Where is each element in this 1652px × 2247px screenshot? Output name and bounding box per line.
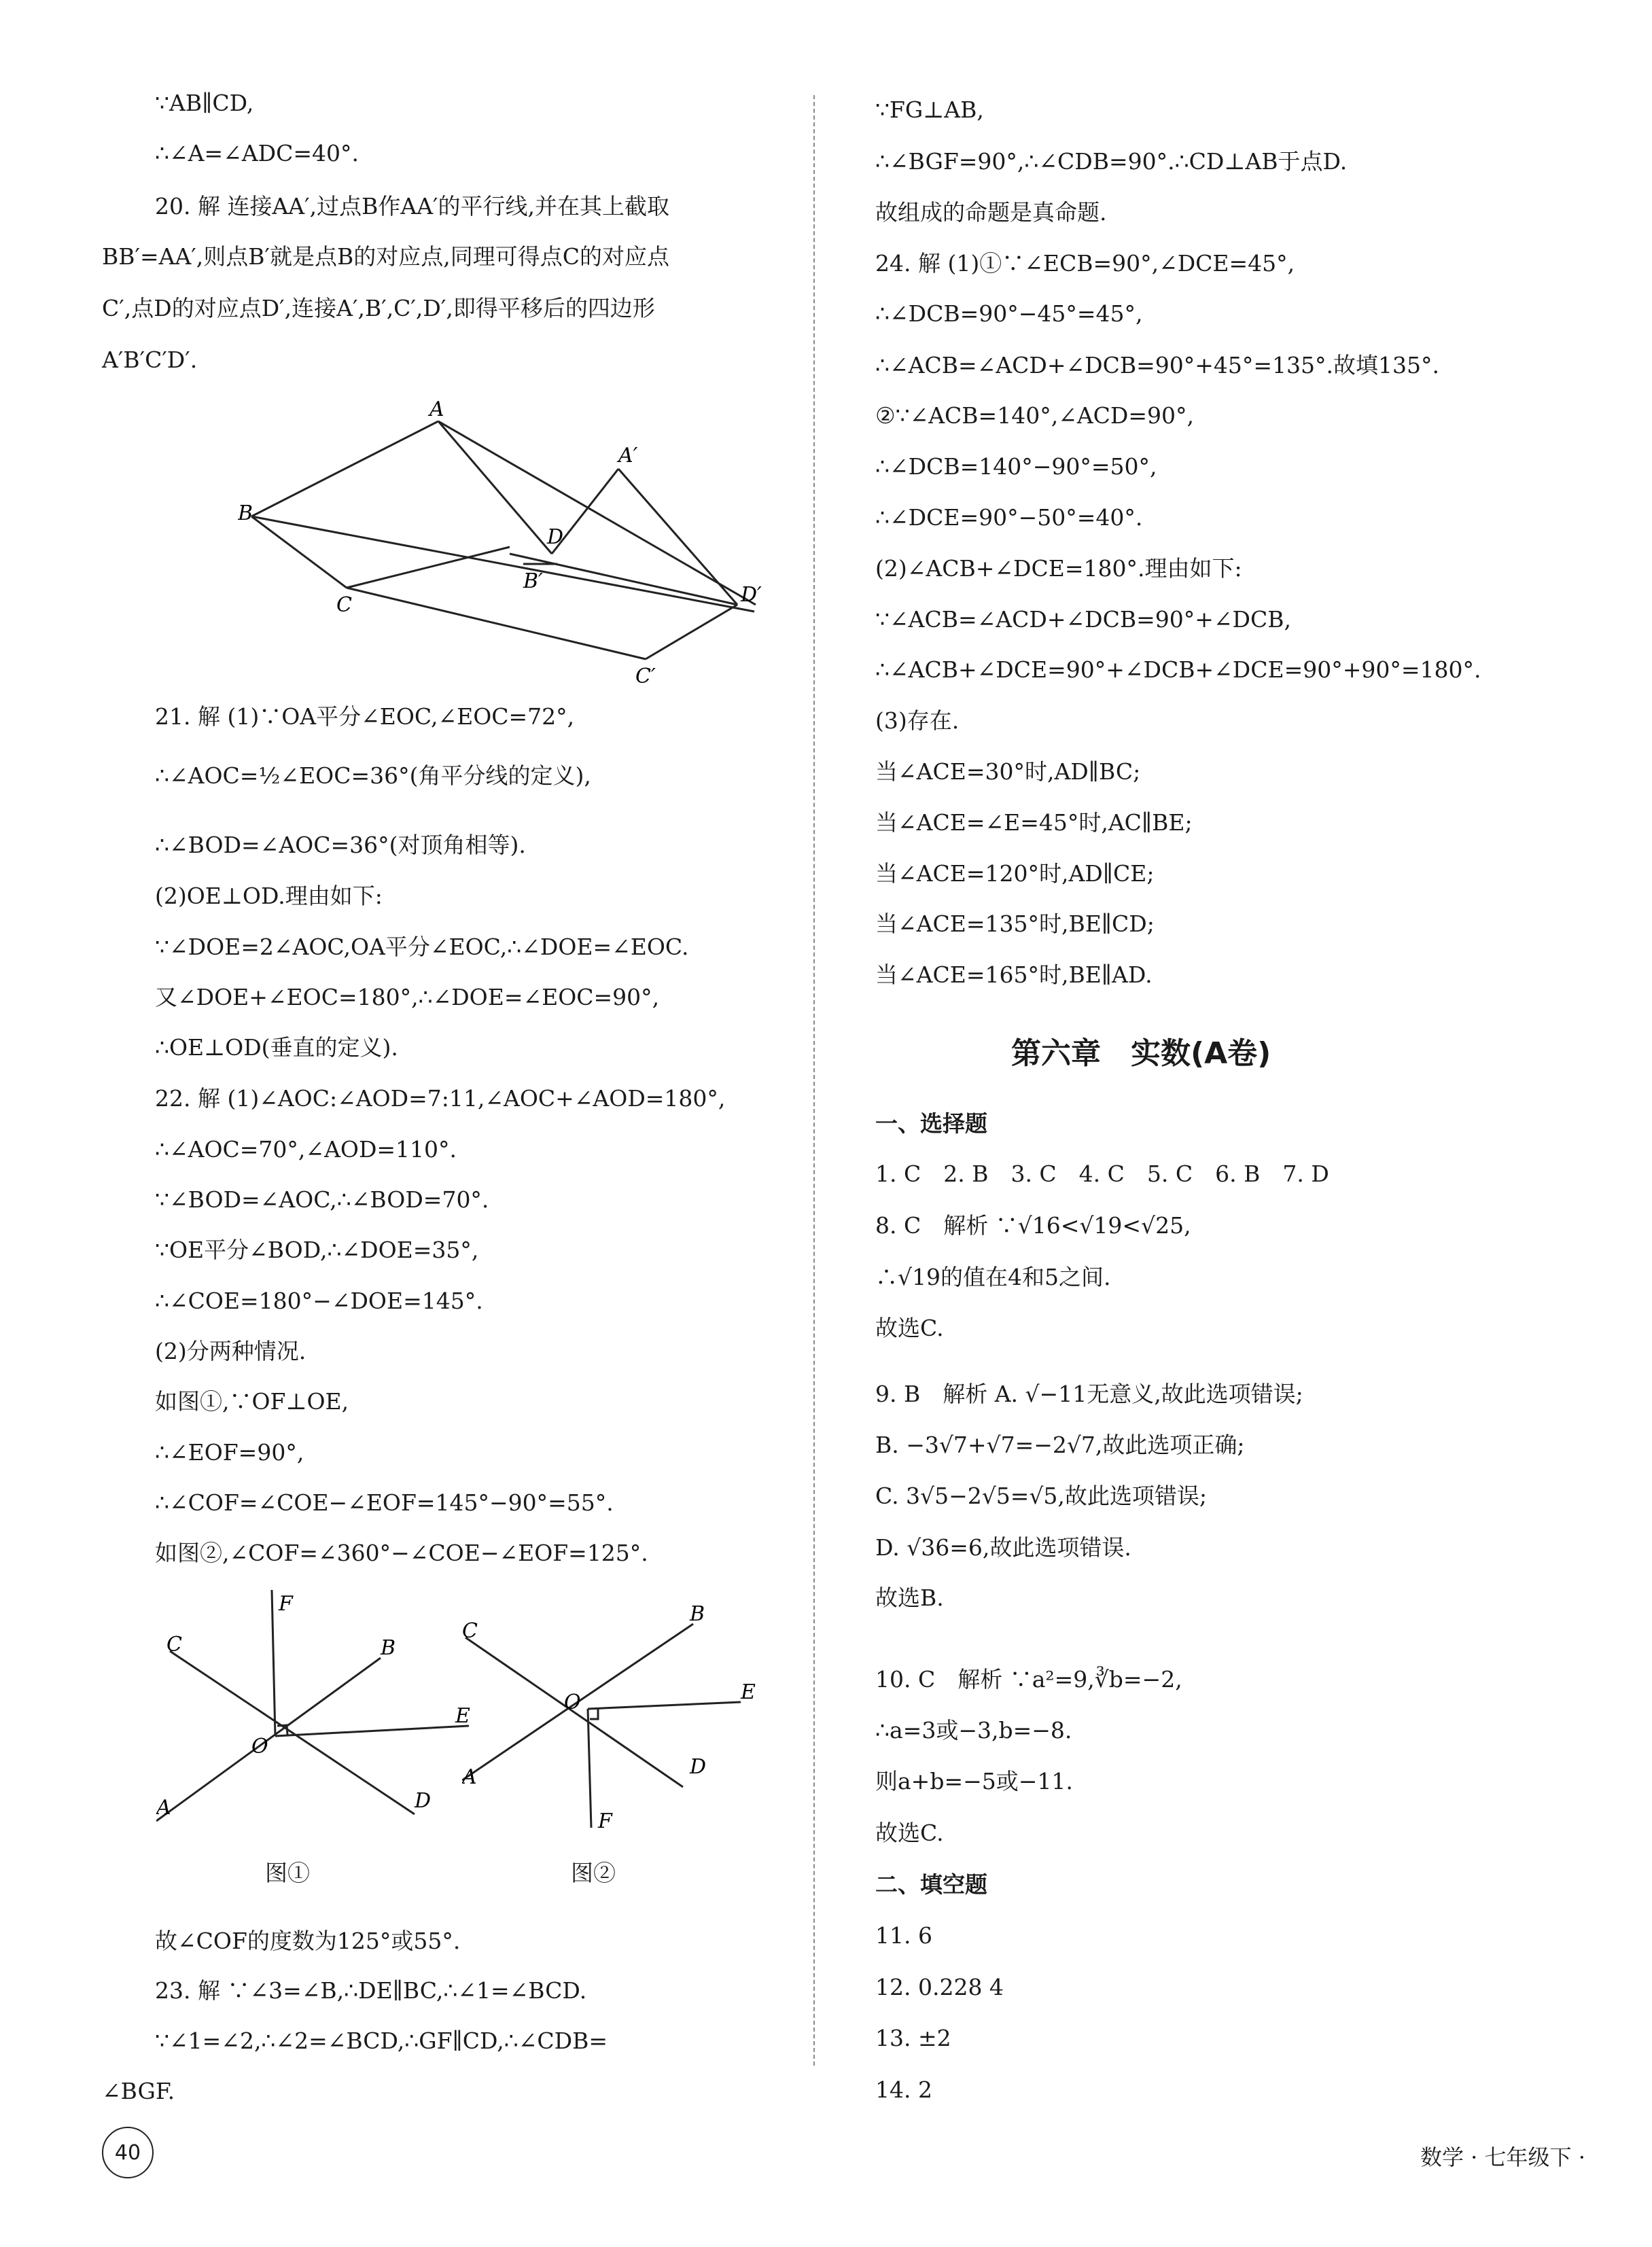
- text-line: 当∠ACE=∠E=45°时,AC∥BE;: [875, 809, 1193, 836]
- label-B-prime: B′: [523, 569, 543, 593]
- text-line: ∴∠COF=∠COE−∠EOF=145°−90°=55°.: [155, 1489, 614, 1516]
- chapter-title: 第六章 实数(A卷): [1011, 1036, 1271, 1071]
- text-line: 当∠ACE=120°时,AD∥CE;: [875, 860, 1155, 887]
- text-line: ∴∠A=∠ADC=40°.: [155, 140, 359, 166]
- text-line: ∵∠BOD=∠AOC,∴∠BOD=70°.: [155, 1186, 489, 1213]
- fig2-label-A: A: [462, 1765, 477, 1789]
- text-line: 当∠ACE=30°时,AD∥BC;: [875, 758, 1141, 785]
- text-line: BB′=AA′,则点B′就是点B的对应点,同理可得点C的对应点: [102, 243, 670, 270]
- fig1-label-A: A: [156, 1796, 171, 1820]
- text-line: ∴OE⊥OD(垂直的定义).: [155, 1034, 398, 1061]
- label-D: D: [547, 525, 564, 549]
- fig2-label-B: B: [690, 1602, 705, 1626]
- text-line: ∴∠DCB=140°−90°=50°,: [875, 453, 1157, 480]
- text-line: 故选C.: [875, 1315, 944, 1341]
- text-line: ∴∠DCE=90°−50°=40°.: [875, 504, 1143, 531]
- text-line: ∵OE平分∠BOD,∴∠DOE=35°,: [155, 1237, 479, 1263]
- text-line: 9. B 解析 A. √−11无意义,故此选项错误;: [875, 1381, 1303, 1407]
- text-line: ∴∠AOC=70°,∠AOD=110°.: [155, 1136, 457, 1163]
- text-line: 8. C 解析 ∵√16<√19<√25,: [875, 1212, 1191, 1239]
- fig2-label-E: E: [741, 1680, 756, 1704]
- text-line: 如图①,∵OF⊥OE,: [155, 1388, 349, 1415]
- text-line: 故选C.: [875, 1820, 944, 1846]
- text-line: (2)OE⊥OD.理由如下:: [155, 883, 383, 909]
- text-line: ∴∠BOD=∠AOC=36°(对顶角相等).: [155, 832, 526, 858]
- text-line: (3)存在.: [875, 707, 960, 734]
- text-line: ∴∠DCB=90°−45°=45°,: [875, 300, 1143, 327]
- fig2-label-D: D: [690, 1755, 707, 1779]
- text-line: D. √36=6,故此选项错误.: [875, 1534, 1131, 1561]
- text-line: 10. C 解析 ∵a²=9,∛b=−2,: [875, 1666, 1182, 1693]
- fig1-label-E: E: [455, 1704, 470, 1728]
- text-line: ∴∠EOF=90°,: [155, 1439, 304, 1466]
- text-line: ∵∠DOE=2∠AOC,OA平分∠EOC,∴∠DOE=∠EOC.: [155, 934, 689, 960]
- text-line: ∵∠1=∠2,∴∠2=∠BCD,∴GF∥CD,∴∠CDB=: [155, 2028, 608, 2054]
- fig1-label-F: F: [279, 1592, 293, 1616]
- figure-2-caption: 图②: [571, 1860, 616, 1886]
- fig2-label-O: O: [564, 1691, 581, 1714]
- footer-subject: 数学 · 七年级下 ·: [1420, 2144, 1585, 2170]
- label-B: B: [238, 501, 253, 525]
- text-line: ∵FG⊥AB,: [875, 96, 984, 123]
- text-line: A′B′C′D′.: [102, 347, 198, 373]
- text-line: 故选B.: [875, 1585, 944, 1611]
- section-heading: 一、选择题: [875, 1110, 987, 1137]
- text-line: ∴a=3或−3,b=−8.: [875, 1717, 1072, 1744]
- text-line: 当∠ACE=165°时,BE∥AD.: [875, 961, 1153, 988]
- label-D-prime: D′: [741, 583, 762, 607]
- section-heading: 二、填空题: [875, 1871, 987, 1898]
- fig1-label-B: B: [381, 1636, 396, 1660]
- text-line: ∴√19的值在4和5之间.: [875, 1264, 1111, 1290]
- text-line: 如图②,∠COF=∠360°−∠COE−∠EOF=125°.: [155, 1540, 648, 1566]
- q21-line: 21. 解 (1)∵OA平分∠EOC,∠EOC=72°,: [155, 703, 575, 730]
- q23-line: 23. 解 ∵∠3=∠B,∴DE∥BC,∴∠1=∠BCD.: [155, 1977, 587, 2004]
- text-line: 又∠DOE+∠EOC=180°,∴∠DOE=∠EOC=90°,: [155, 984, 660, 1010]
- fig2-label-C: C: [462, 1619, 478, 1643]
- text-line: ∠BGF.: [102, 2078, 175, 2104]
- text-line: ∴∠AOC=½∠EOC=36°(角平分线的定义),: [155, 762, 591, 789]
- text-line: C′,点D的对应点D′,连接A′,B′,C′,D′,即得平移后的四边形: [102, 295, 655, 321]
- text-line: B. −3√7+√7=−2√7,故此选项正确;: [875, 1432, 1245, 1458]
- text-line: 12. 0.228 4: [875, 1974, 1004, 2000]
- text-line: C. 3√5−2√5=√5,故此选项错误;: [875, 1483, 1208, 1509]
- text-line: 11. 6: [875, 1922, 932, 1949]
- figure-1-caption: 图①: [265, 1860, 310, 1886]
- page-number: 40: [102, 2127, 154, 2178]
- label-A-prime: A′: [618, 444, 638, 467]
- text-line: 13. ±2: [875, 2025, 951, 2051]
- fig2-label-F: F: [598, 1809, 612, 1833]
- text-line: ∵∠ACB=∠ACD+∠DCB=90°+∠DCB,: [875, 606, 1291, 633]
- fig1-label-D: D: [415, 1789, 432, 1813]
- text-line: 14. 2: [875, 2076, 932, 2103]
- text-line: ∴∠BGF=90°,∴∠CDB=90°.∴CD⊥AB于点D.: [875, 148, 1348, 175]
- q24-line: 24. 解 (1)①∵∠ECB=90°,∠DCE=45°,: [875, 250, 1295, 277]
- figure-1: [156, 1590, 510, 1848]
- text-line: ∴∠COE=180°−∠DOE=145°.: [155, 1288, 483, 1314]
- text-line: 故组成的命题是真命题.: [875, 199, 1107, 226]
- text-line: ∵AB∥CD,: [155, 90, 254, 116]
- q20-line: 20. 解 连接AA′,过点B作AA′的平行线,并在其上截取: [155, 193, 670, 219]
- text-line: (2)∠ACB+∠DCE=180°.理由如下:: [875, 555, 1242, 582]
- text-line: 故∠COF的度数为125°或55°.: [155, 1928, 461, 1954]
- text-line: ∴∠ACB=∠ACD+∠DCB=90°+45°=135°.故填135°.: [875, 352, 1439, 378]
- text-line: 当∠ACE=135°时,BE∥CD;: [875, 910, 1155, 937]
- figure-2: [462, 1590, 815, 1848]
- q22-line: 22. 解 (1)∠AOC:∠AOD=7:11,∠AOC+∠AOD=180°,: [155, 1085, 726, 1112]
- text-line: (2)分两种情况.: [155, 1338, 306, 1364]
- text-line: ②∵∠ACB=140°,∠ACD=90°,: [875, 402, 1195, 429]
- text-line: 则a+b=−5或−11.: [875, 1768, 1073, 1794]
- text-line: 1. C 2. B 3. C 4. C 5. C 6. B 7. D: [875, 1161, 1329, 1187]
- label-C: C: [336, 593, 352, 617]
- label-C-prime: C′: [635, 665, 656, 686]
- text-line: ∴∠ACB+∠DCE=90°+∠DCB+∠DCE=90°+90°=180°.: [875, 656, 1481, 683]
- translation-diagram: [238, 401, 781, 686]
- label-A: A: [429, 401, 444, 421]
- fig1-label-C: C: [166, 1633, 182, 1657]
- fig1-label-O: O: [251, 1735, 268, 1758]
